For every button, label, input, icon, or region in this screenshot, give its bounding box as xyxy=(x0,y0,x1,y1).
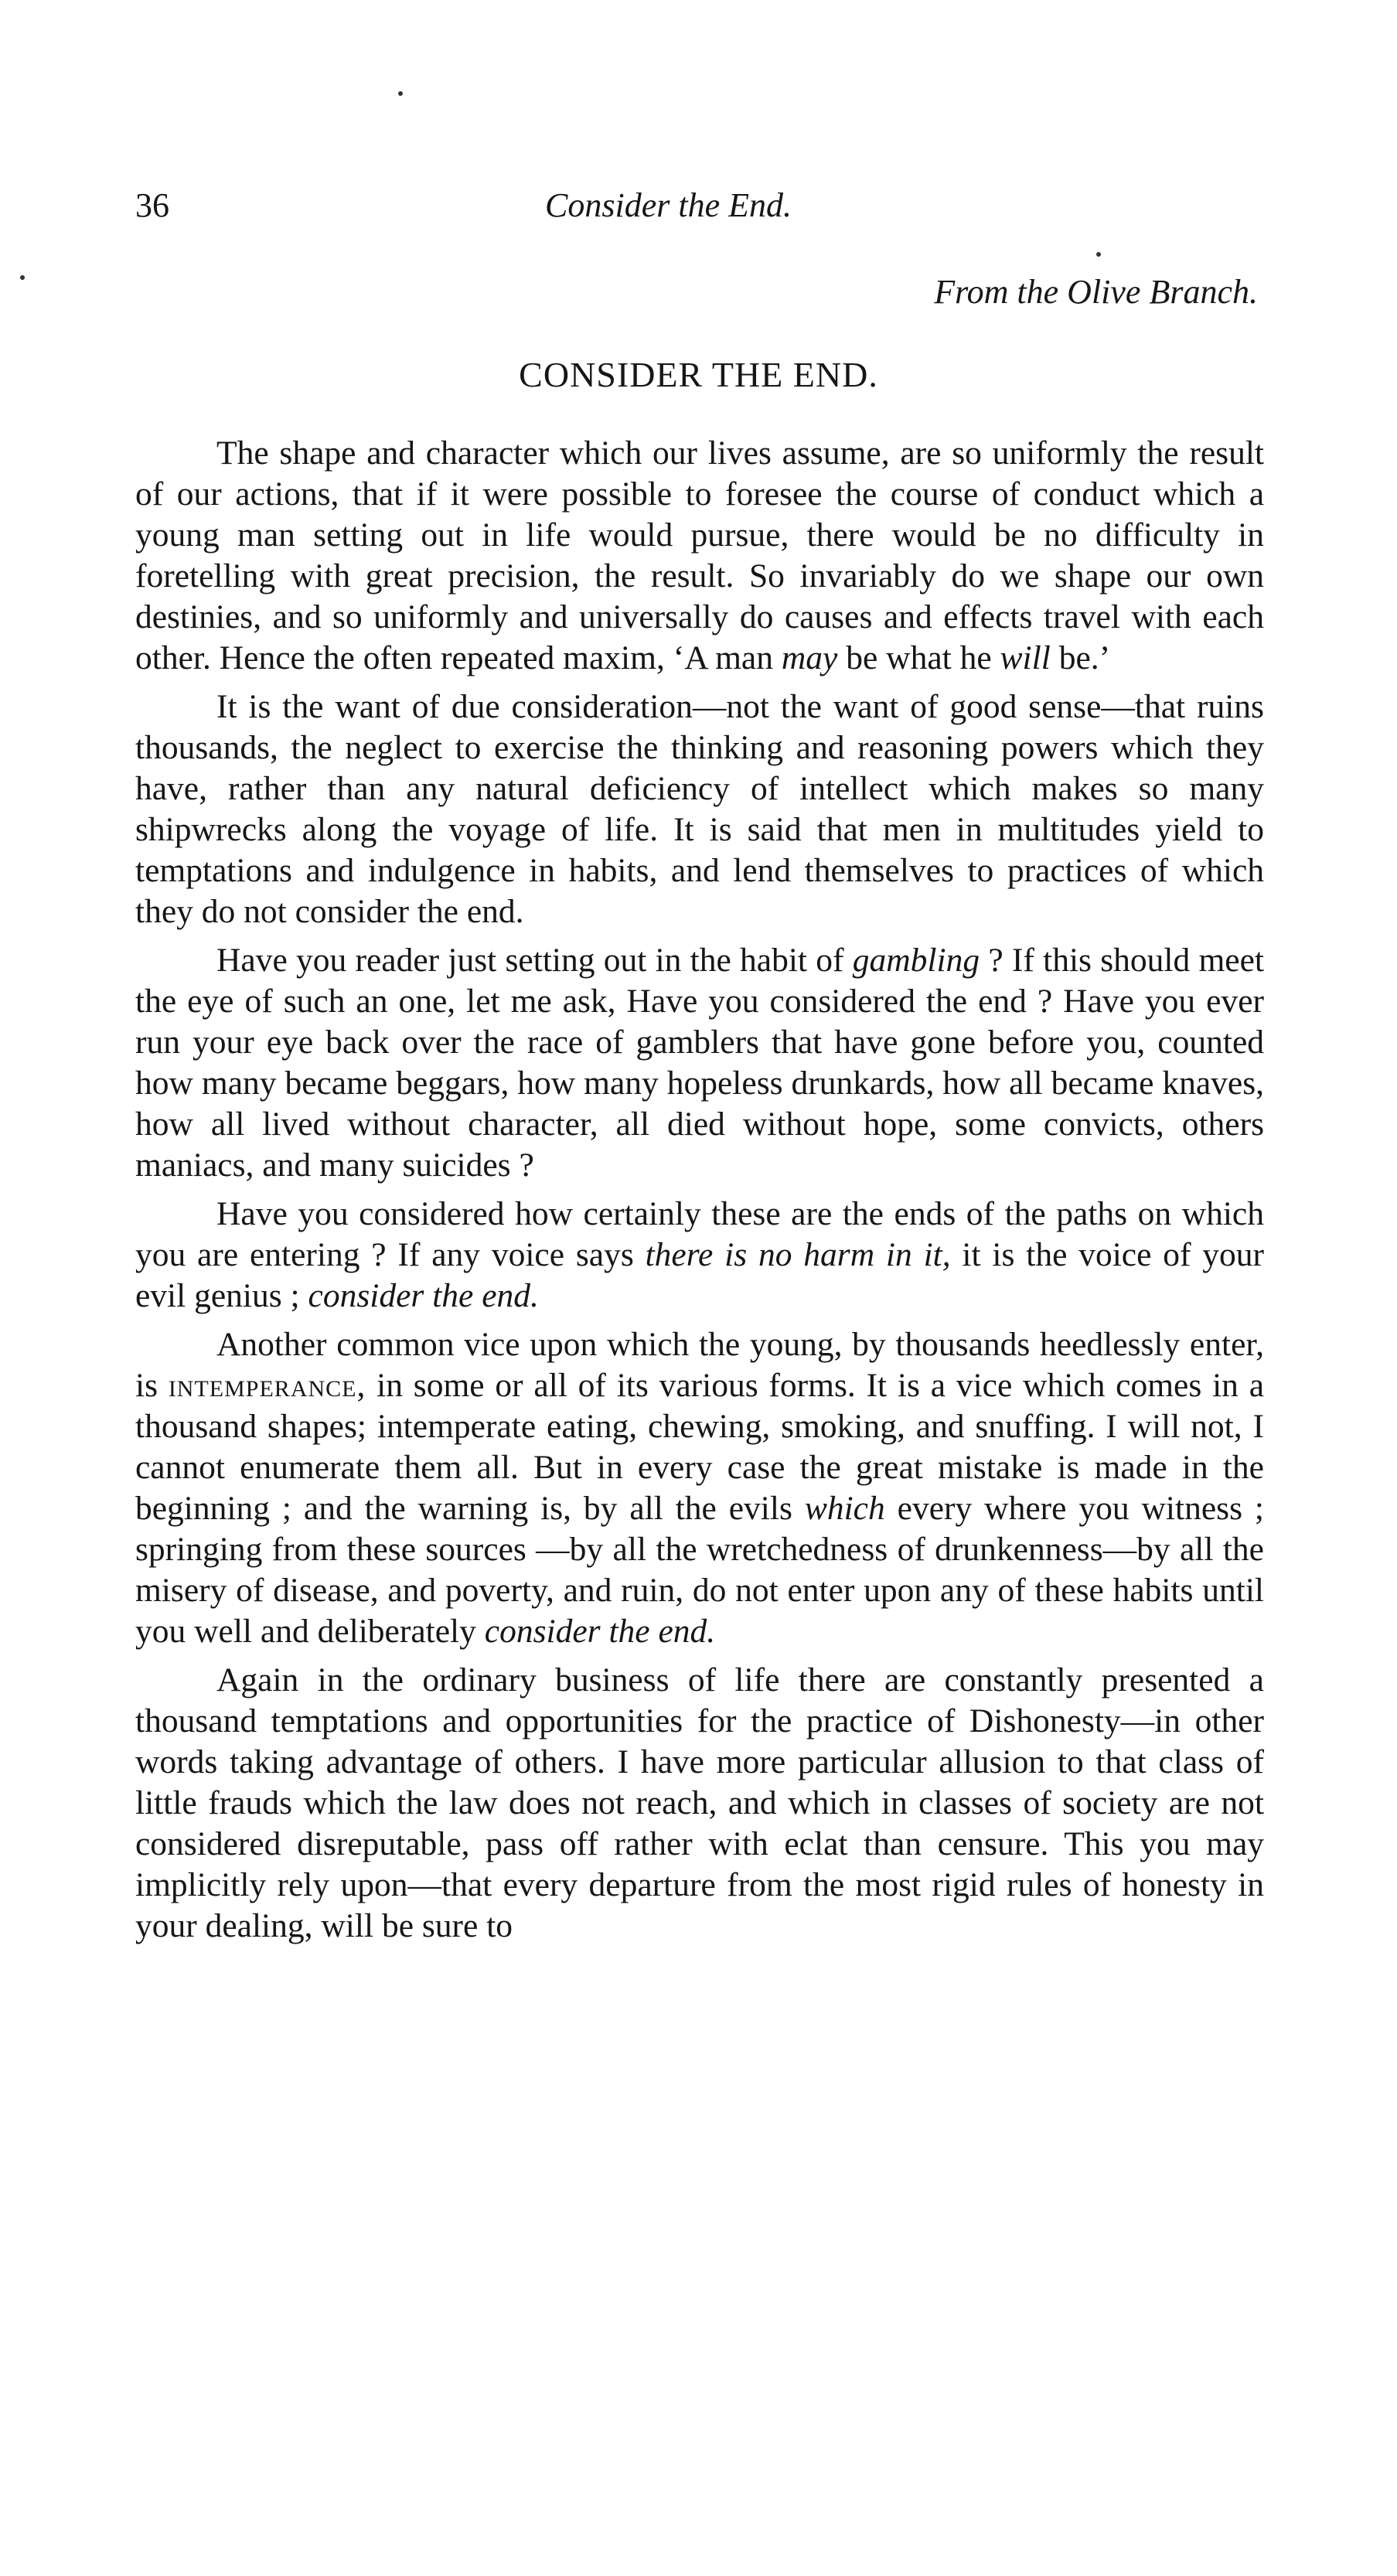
small-caps-run: intemperance, xyxy=(168,1367,366,1404)
article-body xyxy=(135,433,1264,1954)
text-run: It is the want of due consideration—not the want of good sense—that ruins thousands, the neglect to exercise the thinking and reasoning powers which they have, rather than any natural deficiency of intellect which makes so many shipwrecks along the voyage of life. It is said that men in multitudes yield to temptations and indulgence in habits, and lend themselves to practices of which they do not consider the end. xyxy=(135,688,1264,930)
text-run: Another common vice upon which the young, by thousands heedlessly enter, is xyxy=(135,1326,1264,1404)
text-run: be what he xyxy=(837,639,1000,676)
italic-run: there is no harm in it, xyxy=(645,1236,951,1273)
source-attribution: From the Olive Branch. xyxy=(934,273,1258,311)
ink-speck xyxy=(1096,252,1101,257)
paragraph-4 xyxy=(135,1194,1264,1317)
page-header xyxy=(135,186,1264,240)
ink-speck xyxy=(20,275,25,280)
text-run: The shape and character which our lives assume, are so uniformly the result of our actions, that if it were possible to foresee the course of conduct which a young man setting out in life would pursue, there would be no difficulty in foretelling with great precision, the result. So invariably do we shape our own destinies, and so uniformly and universally do causes and effects travel with each other. Hence the often repeated maxim, ‘A man xyxy=(135,434,1264,676)
text-run: Again in the ordinary business of life there are constantly presented a thousand temptations and opportunities for the practice of Dishonesty—in other words taking advantage of others. I have more particular allusion to that class of little frauds which the law does not reach, and which in classes of society are not considered disreputable, pass off rather with eclat than censure. This you may implicitly rely upon—that every departure from the most rigid rules of honesty in your dealing, will be sure to xyxy=(135,1661,1264,1944)
italic-run: which xyxy=(804,1490,885,1527)
text-run: every where you witness ; springing from these sources —by all the wretchedness of drunkenness—by all the misery of disease, and poverty, and ruin, do not enter upon any of these habits until you well and deliberately xyxy=(135,1490,1264,1650)
text-run: be.’ xyxy=(1050,639,1111,676)
article-title: CONSIDER THE END. xyxy=(519,355,878,394)
italic-run: may xyxy=(781,639,838,676)
paragraph-5 xyxy=(135,1324,1264,1652)
text-run: Have you reader just setting out in the habit of xyxy=(216,942,853,979)
text-run: ? If this should meet the eye of such an one, let me ask, Have you considered the end ? Have you ever run your eye back over the race of gamblers that have gone before you, counted how many became beggars, how many hopeless drunkards, how all became knaves, how all lived without character, all died without hope, some convicts, others maniacs, and many suicides ? xyxy=(135,942,1264,1184)
paragraph-1 xyxy=(135,433,1264,679)
italic-run: consider the end. xyxy=(484,1613,716,1650)
italic-run: consider the end. xyxy=(308,1277,539,1314)
page-number: 36 xyxy=(135,186,169,224)
text-run: it is the voice of your evil genius ; xyxy=(135,1236,1264,1314)
running-head: Consider the End. xyxy=(545,186,792,224)
ink-speck xyxy=(398,91,403,96)
paragraph-3 xyxy=(135,940,1264,1186)
italic-run: gambling xyxy=(852,942,980,979)
paragraph-6 xyxy=(135,1660,1264,1947)
paragraph-2 xyxy=(135,687,1264,932)
text-run: in some or all of its various forms. It is a vice which comes in a thousand shapes; intemperate eating, chewing, smoking, and snuffing. I will not, I cannot enumerate them all. But in every case the great mistake is made in the beginning ; and the warning is, by all the evils xyxy=(135,1367,1264,1527)
italic-run: will xyxy=(1000,639,1051,676)
text-run: Have you considered how certainly these are the ends of the paths on which you are entering ? If any voice says xyxy=(135,1195,1264,1273)
